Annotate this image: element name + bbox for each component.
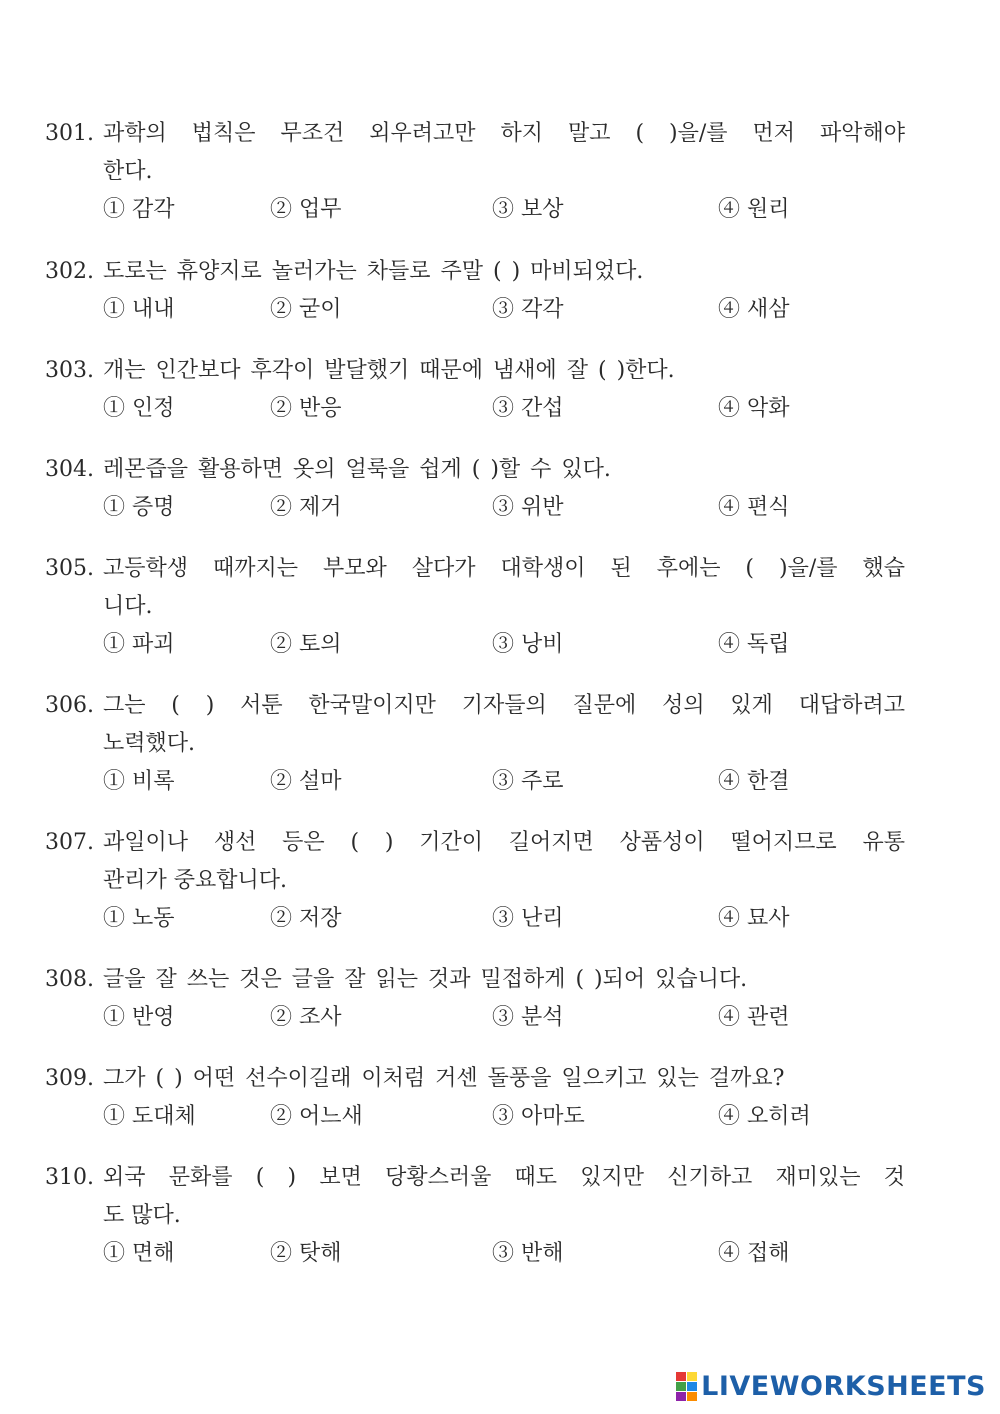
answer-option-4[interactable]: ④ 오히려	[718, 1104, 811, 1129]
answer-option-1[interactable]: ① 내내	[103, 297, 175, 322]
question-text: 그가 ( ) 어떤 선수이길래 이처럼 거센 돌풍을 일으키고 있는 걸까요?	[103, 1066, 785, 1091]
answer-option-3[interactable]: ③ 주로	[492, 769, 564, 794]
logo-wordmark: LIVEWORKSHEETS	[701, 1371, 986, 1402]
question-5	[45, 550, 905, 664]
answer-option-2[interactable]: ② 반응	[270, 396, 342, 421]
question-number: 305.	[45, 556, 94, 581]
answer-option-2[interactable]: ② 탓해	[270, 1241, 342, 1266]
answer-option-4[interactable]: ④ 원리	[718, 197, 790, 222]
question-number: 303.	[45, 358, 94, 383]
answer-option-1[interactable]: ① 도대체	[103, 1104, 196, 1129]
question-line	[45, 961, 905, 999]
answer-option-2[interactable]: ② 조사	[270, 1005, 342, 1030]
answer-options	[45, 1098, 905, 1136]
question-line	[45, 824, 905, 862]
answer-options	[45, 763, 905, 801]
answer-option-3[interactable]: ③ 반해	[492, 1241, 564, 1266]
answer-option-2[interactable]: ② 굳이	[270, 297, 342, 322]
answer-options	[45, 1235, 905, 1273]
answer-option-1[interactable]: ① 감각	[103, 197, 175, 222]
question-2	[45, 253, 905, 329]
question-7	[45, 824, 905, 938]
answer-options	[45, 626, 905, 664]
answer-option-3[interactable]: ③ 각각	[492, 297, 564, 322]
answer-option-4[interactable]: ④ 독립	[718, 632, 790, 657]
answer-option-1[interactable]: ① 파괴	[103, 632, 175, 657]
answer-options	[45, 900, 905, 938]
question-text: 도로는 휴양지로 놀러가는 차들로 주말 ( ) 마비되었다.	[103, 259, 644, 284]
question-number: 307.	[45, 830, 94, 855]
answer-option-4[interactable]: ④ 악화	[718, 396, 790, 421]
question-text: 그는 ( ) 서툰 한국말이지만 기자들의 질문에 성의 있게 대답하려고	[103, 693, 905, 718]
answer-option-2[interactable]: ② 업무	[270, 197, 342, 222]
question-number: 308.	[45, 967, 94, 992]
question-number: 304.	[45, 457, 94, 482]
answer-option-2[interactable]: ② 제거	[270, 495, 342, 520]
question-number: 302.	[45, 259, 94, 284]
question-text-continued: 도 많다.	[103, 1203, 181, 1228]
answer-option-3[interactable]: ③ 난리	[492, 906, 564, 931]
question-number: 306.	[45, 693, 94, 718]
question-4	[45, 451, 905, 527]
question-text-continued: 니다.	[103, 594, 153, 619]
question-text: 개는 인간보다 후각이 발달했기 때문에 냄새에 잘 ( )한다.	[103, 358, 675, 383]
answer-option-4[interactable]: ④ 편식	[718, 495, 790, 520]
answer-option-4[interactable]: ④ 새삼	[718, 297, 790, 322]
question-number: 310.	[45, 1165, 94, 1190]
liveworksheets-logo	[676, 1371, 986, 1402]
answer-option-3[interactable]: ③ 분석	[492, 1005, 564, 1030]
question-text: 글을 잘 쓰는 것은 글을 잘 읽는 것과 밀접하게 ( )되어 있습니다.	[103, 967, 748, 992]
answer-option-1[interactable]: ① 면해	[103, 1241, 175, 1266]
question-line	[45, 451, 905, 489]
answer-options	[45, 191, 905, 229]
answer-option-3[interactable]: ③ 아마도	[492, 1104, 585, 1129]
question-line	[45, 352, 905, 390]
question-text: 고등학생 때까지는 부모와 살다가 대학생이 된 후에는 ( )을/를 했습	[103, 556, 905, 581]
question-text: 레몬즙을 활용하면 옷의 얼룩을 쉽게 ( )할 수 있다.	[103, 457, 611, 482]
question-10	[45, 1159, 905, 1273]
question-8	[45, 961, 905, 1037]
answer-option-1[interactable]: ① 반영	[103, 1005, 175, 1030]
question-line	[45, 115, 905, 153]
answer-option-4[interactable]: ④ 접해	[718, 1241, 790, 1266]
answer-option-4[interactable]: ④ 묘사	[718, 906, 790, 931]
answer-option-1[interactable]: ① 증명	[103, 495, 175, 520]
question-text: 외국 문화를 ( ) 보면 당황스러울 때도 있지만 신기하고 재미있는 것	[103, 1165, 905, 1190]
answer-option-4[interactable]: ④ 한결	[718, 769, 790, 794]
question-number: 309.	[45, 1066, 94, 1091]
answer-options	[45, 999, 905, 1037]
answer-options	[45, 291, 905, 329]
answer-option-2[interactable]: ② 저장	[270, 906, 342, 931]
question-text-continued: 한다.	[103, 159, 153, 184]
question-line	[45, 253, 905, 291]
question-9	[45, 1060, 905, 1136]
answer-options	[45, 489, 905, 527]
answer-option-1[interactable]: ① 노동	[103, 906, 175, 931]
answer-option-1[interactable]: ① 비록	[103, 769, 175, 794]
question-line	[45, 1060, 905, 1098]
question-3	[45, 352, 905, 428]
question-text: 과학의 법칙은 무조건 외우려고만 하지 말고 ( )을/를 먼저 파악해야	[103, 121, 905, 146]
answer-option-3[interactable]: ③ 보상	[492, 197, 564, 222]
question-text: 과일이나 생선 등은 ( ) 기간이 길어지면 상품성이 떨어지므로 유통	[103, 830, 905, 855]
question-line	[45, 687, 905, 725]
question-1	[45, 115, 905, 229]
question-line	[45, 550, 905, 588]
question-number: 301.	[45, 121, 94, 146]
question-6	[45, 687, 905, 801]
question-text-continued: 관리가 중요합니다.	[103, 868, 288, 893]
answer-option-4[interactable]: ④ 관련	[718, 1005, 790, 1030]
answer-option-1[interactable]: ① 인정	[103, 396, 175, 421]
question-text-continued: 노력했다.	[103, 731, 196, 756]
answer-option-3[interactable]: ③ 위반	[492, 495, 564, 520]
answer-option-3[interactable]: ③ 간섭	[492, 396, 564, 421]
answer-option-2[interactable]: ② 설마	[270, 769, 342, 794]
logo-badge-icon	[676, 1372, 697, 1401]
question-line	[45, 1159, 905, 1197]
answer-option-3[interactable]: ③ 낭비	[492, 632, 564, 657]
answer-options	[45, 390, 905, 428]
answer-option-2[interactable]: ② 토의	[270, 632, 342, 657]
answer-option-2[interactable]: ② 어느새	[270, 1104, 363, 1129]
